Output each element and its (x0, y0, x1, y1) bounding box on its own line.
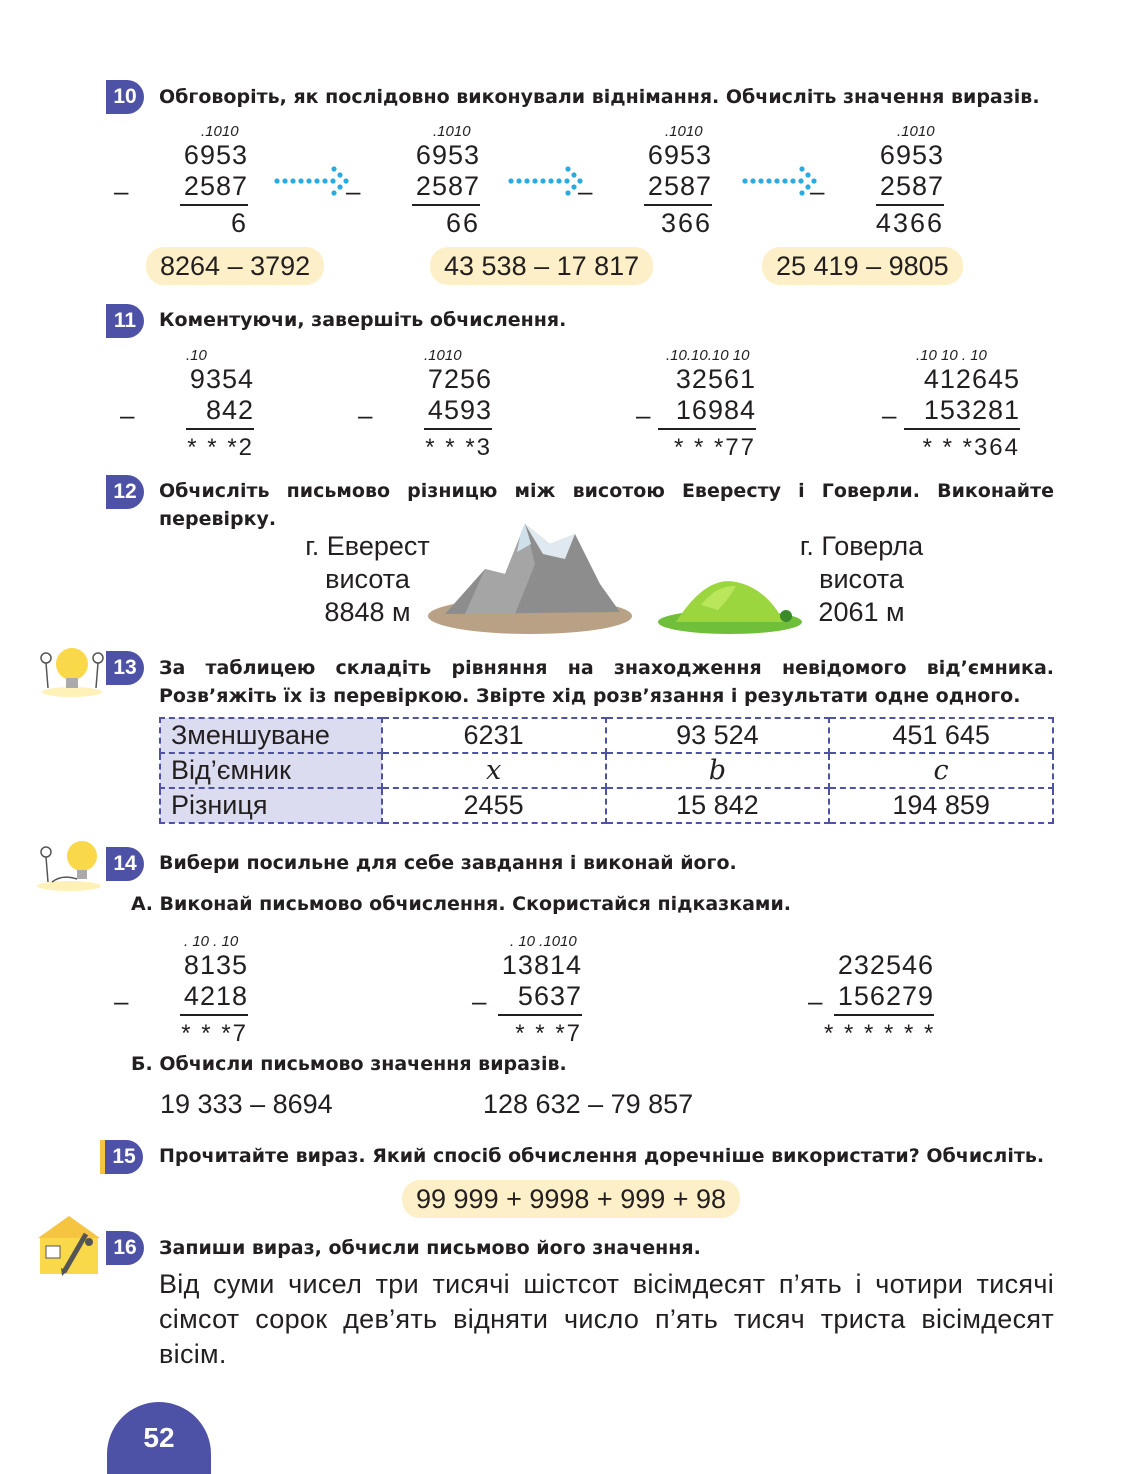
hoverla-height-value: 2061 м (818, 597, 905, 627)
task-14-text: Вибери посильне для себе завдання і виконай його. (159, 852, 737, 874)
subtraction-column (882, 347, 1020, 463)
result: * * *7 (181, 1020, 248, 1047)
task-14b-text: Б. Обчисли письмово значення виразів. (131, 1053, 567, 1075)
borrow-marks: . 10 .1010 (510, 933, 577, 950)
task-16-text: Запиши вираз, обчисли письмово його значення. (159, 1237, 701, 1259)
minuend: 6953 (183, 140, 248, 170)
minus-sign: – (472, 986, 487, 1016)
result: * * *2 (187, 434, 254, 461)
page-number: 52 (107, 1402, 211, 1474)
task-14a-text: А. Виконай письмово обчислення. Скористайся підказками. (131, 893, 791, 915)
table-cell: x (382, 753, 606, 788)
result: 366 (660, 208, 712, 238)
task-11-text: Коментуючи, завершіть обчислення. (159, 309, 567, 331)
result: * * *3 (425, 434, 492, 461)
lightbulb-icon (36, 642, 108, 698)
result: * * *7 (515, 1020, 582, 1047)
everest-name: г. Еверест (305, 531, 430, 561)
lightbulb-icon (32, 834, 106, 892)
hoverla-height-label: висота (819, 564, 904, 594)
minus-sign: – (358, 400, 373, 430)
minuend: 13814 (501, 950, 582, 980)
hoverla-name: г. Говерла (799, 531, 924, 561)
subtraction-column (808, 950, 936, 1049)
task-number-badge: 15 (100, 1140, 143, 1174)
minuend: 7256 (427, 364, 492, 394)
expression-pill: 8264 – 3792 (146, 247, 324, 285)
minuend: 6953 (647, 140, 712, 170)
minuend: 8135 (183, 950, 248, 980)
minus-sign: – (114, 176, 129, 206)
borrow-marks: .1010 (201, 123, 239, 140)
task-number-badge: 11 (106, 304, 144, 338)
result: * * *364 (922, 434, 1020, 461)
minuend: 32561 (675, 364, 756, 394)
table-row-header: Різниця (160, 788, 382, 823)
subtraction-column (358, 347, 492, 463)
task-13-text: За таблицею складіть рівняння на знаходження невідомого від’ємника. Розв’яжіть їх із перевіркою. Звірте хід розв’язання і результати одне одного. (159, 657, 1054, 707)
table-row (160, 718, 1053, 753)
table-cell: 15 842 (606, 788, 830, 823)
subtraction-column (636, 347, 756, 463)
minus-sign: – (882, 400, 897, 430)
result: 4366 (875, 208, 944, 238)
task-number-badge: 13 (106, 651, 144, 685)
task-16-paragraph: Від суми чисел три тисячі шістсот вісімдесят п’ять і чотири тисячі сімсот сорок дев’ять відняти число п’ять тисяч триста вісімдесят вісім. (159, 1269, 1054, 1369)
borrow-marks: .1010 (665, 123, 703, 140)
hoverla-label (794, 530, 929, 629)
minuend: 412645 (923, 364, 1020, 394)
hoverla-mountain-icon (656, 570, 804, 636)
subtrahend: 2587 (879, 171, 944, 201)
task-10-text: Обговоріть, як послідовно виконували віднімання. Обчисліть значення виразів. (159, 86, 1040, 108)
data-table (159, 717, 1054, 824)
minuend: 6953 (879, 140, 944, 170)
minus-sign: – (120, 400, 135, 430)
expression-pill: 43 538 – 17 817 (430, 247, 653, 285)
task-number-badge: 12 (106, 475, 144, 509)
task-15-text: Прочитайте вираз. Який спосіб обчислення доречніше використати? Обчисліть. (159, 1145, 1045, 1167)
expression-pill: 99 999 + 9998 + 999 + 98 (402, 1180, 740, 1218)
dotted-arrow-icon (272, 161, 352, 201)
minus-sign: – (346, 176, 361, 206)
task-number-badge: 16 (106, 1231, 144, 1265)
borrow-marks: . 10 . 10 (184, 933, 239, 950)
expression: 19 333 – 8694 (160, 1089, 333, 1119)
table-cell: b (606, 753, 830, 788)
task-number-badge: 10 (106, 80, 144, 114)
result: * * * * * * (824, 1020, 936, 1047)
result: 66 (445, 208, 480, 238)
minuend: 232546 (837, 950, 934, 980)
minus-sign: – (808, 986, 823, 1016)
minus-sign: – (578, 176, 593, 206)
dotted-arrow-icon (740, 161, 820, 201)
minuend: 6953 (415, 140, 480, 170)
subtrahend: 16984 (675, 395, 756, 425)
table-cell: 451 645 (829, 718, 1053, 753)
task-12-text: Обчисліть письмово різницю між висотою Евересту і Говерли. Виконайте перевірку. (159, 480, 1054, 530)
subtrahend: 4218 (183, 981, 248, 1011)
subtraction-column (472, 933, 582, 1049)
borrow-marks: .1010 (897, 123, 935, 140)
minus-sign: – (114, 986, 129, 1016)
table-row-header: Зменшуване (160, 718, 382, 753)
dotted-arrow-icon (506, 161, 586, 201)
expression-pill: 25 419 – 9805 (762, 247, 963, 285)
minuend: 9354 (189, 364, 254, 394)
task-number-badge: 14 (106, 847, 144, 881)
subtrahend: 2587 (415, 171, 480, 201)
minus-sign: – (810, 176, 825, 206)
subtrahend: 2587 (183, 171, 248, 201)
subtrahend: 2587 (647, 171, 712, 201)
subtrahend: 4593 (427, 395, 492, 425)
everest-height-label: висота (325, 564, 410, 594)
table-cell: 194 859 (829, 788, 1053, 823)
table-cell: 6231 (382, 718, 606, 753)
subtraction-column (114, 933, 248, 1049)
subtraction-column (810, 123, 944, 239)
house-pencil-icon (34, 1214, 104, 1276)
borrow-marks: .10.10.10 10 (666, 347, 750, 364)
subtraction-column (114, 123, 248, 239)
everest-label (300, 530, 435, 629)
table-cell: 93 524 (606, 718, 830, 753)
subtraction-column (578, 123, 712, 239)
everest-mountain-icon (425, 514, 635, 634)
subtraction-column (120, 347, 254, 463)
table-row-header: Від’ємник (160, 753, 382, 788)
minus-sign: – (636, 400, 651, 430)
everest-height-value: 8848 м (324, 597, 411, 627)
table-cell: c (829, 753, 1053, 788)
result: 6 (230, 208, 248, 238)
borrow-marks: .10 10 . 10 (916, 347, 987, 364)
borrow-marks: .1010 (433, 123, 471, 140)
subtrahend: 5637 (517, 981, 582, 1011)
table-row (160, 788, 1053, 823)
subtrahend: 153281 (923, 395, 1020, 425)
table-cell: 2455 (382, 788, 606, 823)
borrow-marks: .10 (186, 347, 207, 364)
borrow-marks: .1010 (424, 347, 462, 364)
subtrahend: 842 (205, 395, 254, 425)
expression: 128 632 – 79 857 (483, 1089, 694, 1119)
result: * * *77 (673, 434, 756, 461)
subtraction-column (346, 123, 480, 239)
table-row (160, 753, 1053, 788)
subtrahend: 156279 (837, 981, 934, 1011)
